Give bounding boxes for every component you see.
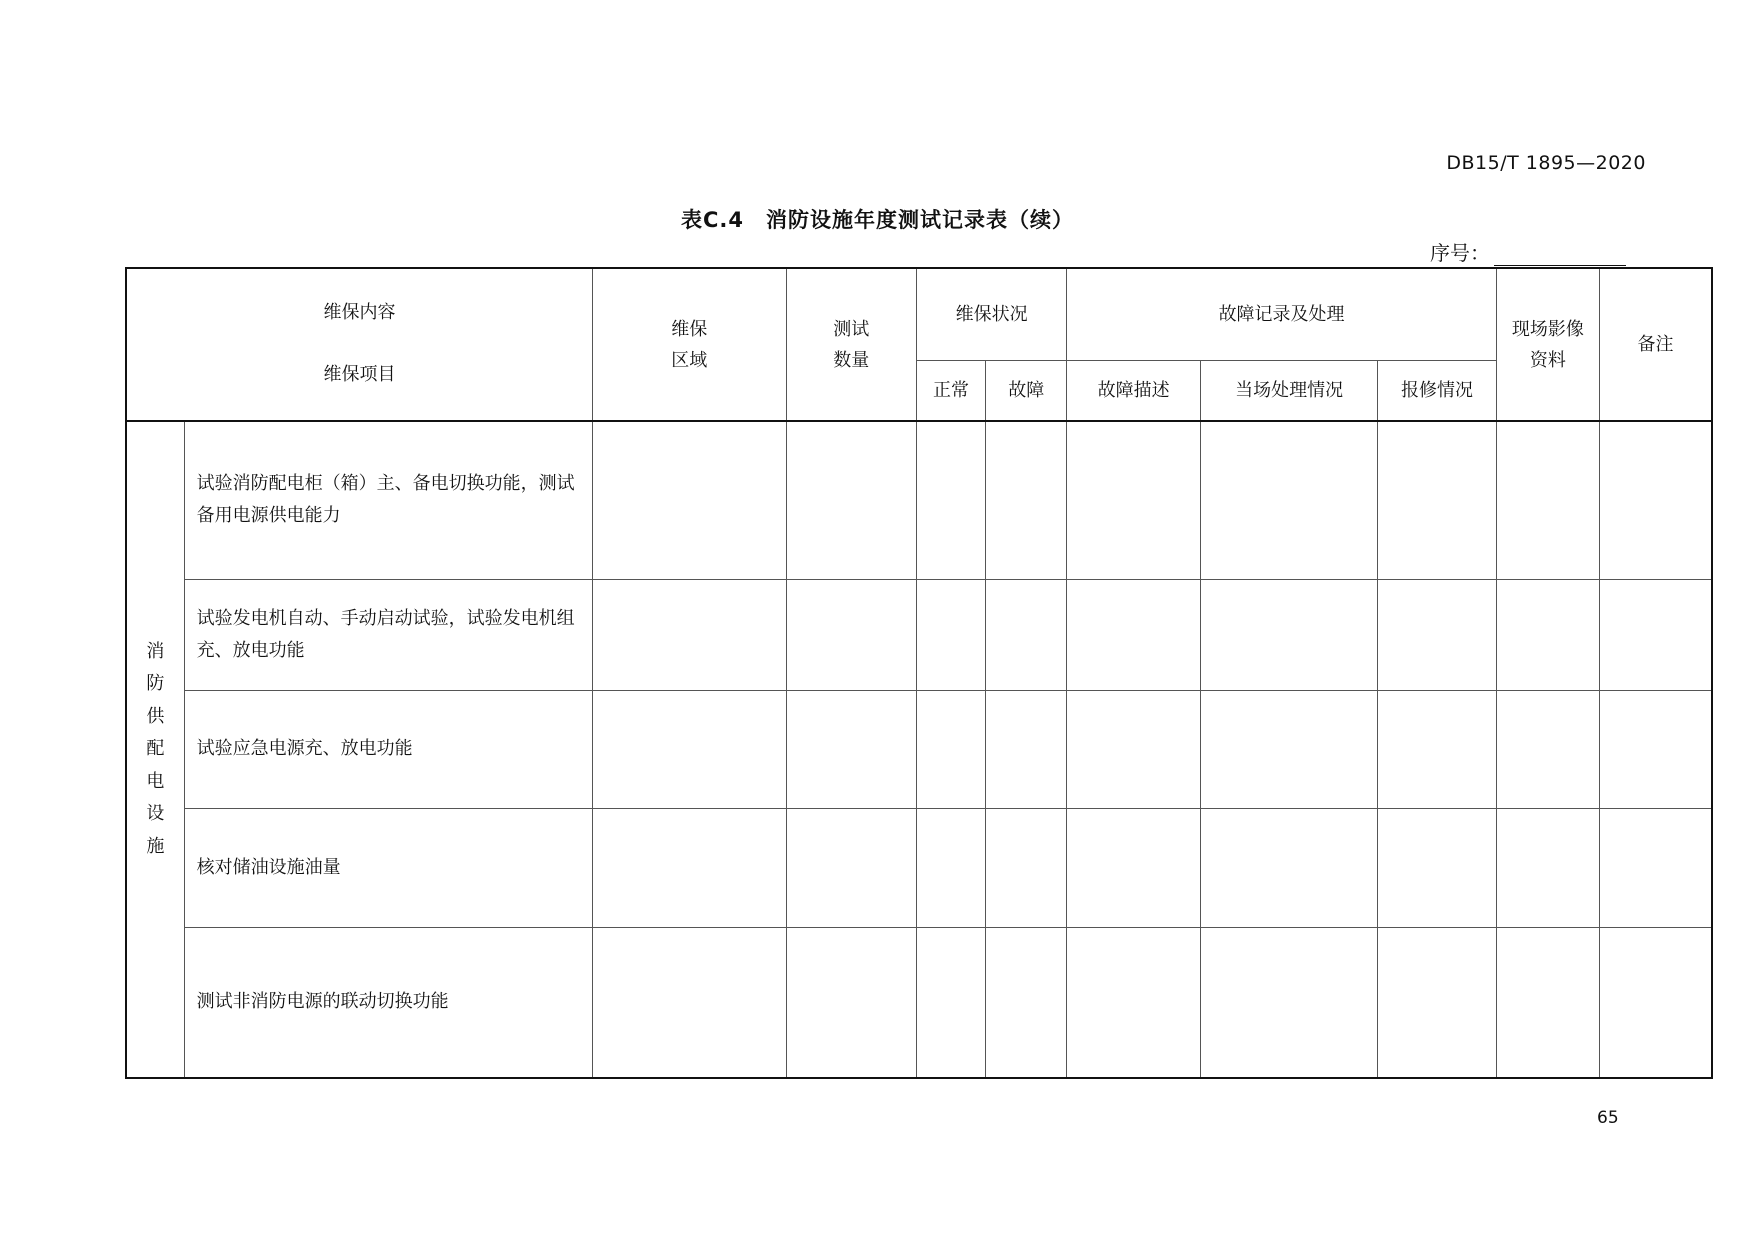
fault-cell[interactable] (986, 421, 1067, 579)
table-row (126, 579, 1712, 690)
item-cell: 核对储油设施油量 (184, 808, 592, 927)
item-cell: 试验发电机自动、手动启动试验，试验发电机组充、放电功能 (184, 579, 592, 690)
media-cell[interactable] (1496, 927, 1599, 1078)
remark-cell[interactable] (1600, 690, 1712, 808)
serial-blank-line[interactable] (1494, 243, 1626, 266)
item-cell: 试验应急电源充、放电功能 (184, 690, 592, 808)
normal-cell[interactable] (916, 808, 985, 927)
fault-desc-cell[interactable] (1067, 808, 1200, 927)
area-cell[interactable] (592, 690, 786, 808)
table-row (126, 808, 1712, 927)
area-cell[interactable] (592, 927, 786, 1078)
repair-cell[interactable] (1378, 579, 1496, 690)
fault-desc-cell[interactable] (1067, 690, 1200, 808)
normal-cell[interactable] (916, 421, 985, 579)
table-row (126, 690, 1712, 808)
media-cell[interactable] (1496, 690, 1599, 808)
media-cell[interactable] (1496, 579, 1599, 690)
quantity-cell[interactable] (786, 690, 916, 808)
onsite-cell[interactable] (1200, 690, 1378, 808)
category-cell: 消 防 供 配 电 设 施 (126, 421, 184, 1078)
fault-desc-cell[interactable] (1067, 579, 1200, 690)
maintenance-record-table (125, 267, 1713, 1079)
repair-cell[interactable] (1378, 421, 1496, 579)
table-caption: 表C.4 消防设施年度测试记录表（续） (681, 208, 1074, 232)
repair-cell[interactable] (1378, 927, 1496, 1078)
normal-cell[interactable] (916, 927, 985, 1078)
header-quantity: 测试 数量 (786, 268, 916, 421)
header-status: 维保状况 (916, 268, 1066, 360)
item-cell: 试验消防配电柜（箱）主、备电切换功能，测试备用电源供电能力 (184, 421, 592, 579)
area-cell[interactable] (592, 808, 786, 927)
header-repair-report: 报修情况 (1378, 360, 1496, 421)
serial-number-field (1430, 237, 1626, 266)
table-row (126, 927, 1712, 1078)
header-onsite-handling: 当场处理情况 (1200, 360, 1378, 421)
repair-cell[interactable] (1378, 808, 1496, 927)
fault-cell[interactable] (986, 927, 1067, 1078)
item-cell: 测试非消防电源的联动切换功能 (184, 927, 592, 1078)
remark-cell[interactable] (1600, 579, 1712, 690)
standard-code: DB15/T 1895—2020 (1446, 152, 1646, 174)
table-row (126, 421, 1712, 579)
header-item-label: 维保项目 (323, 364, 396, 385)
fault-cell[interactable] (986, 690, 1067, 808)
fault-desc-cell[interactable] (1067, 421, 1200, 579)
header-media: 现场影像 资料 (1496, 268, 1599, 421)
header-status-normal: 正常 (916, 360, 985, 421)
media-cell[interactable] (1496, 808, 1599, 927)
quantity-cell[interactable] (786, 421, 916, 579)
header-fault-desc: 故障描述 (1067, 360, 1200, 421)
page-number: 65 (1597, 1108, 1619, 1128)
quantity-cell[interactable] (786, 927, 916, 1078)
header-status-fault: 故障 (986, 360, 1067, 421)
repair-cell[interactable] (1378, 690, 1496, 808)
onsite-cell[interactable] (1200, 927, 1378, 1078)
fault-cell[interactable] (986, 808, 1067, 927)
fault-desc-cell[interactable] (1067, 927, 1200, 1078)
quantity-cell[interactable] (786, 808, 916, 927)
remark-cell[interactable] (1600, 808, 1712, 927)
area-cell[interactable] (592, 421, 786, 579)
onsite-cell[interactable] (1200, 421, 1378, 579)
area-cell[interactable] (592, 579, 786, 690)
media-cell[interactable] (1496, 421, 1599, 579)
serial-label: 序号： (1430, 241, 1490, 265)
header-remark: 备注 (1600, 268, 1712, 421)
normal-cell[interactable] (916, 690, 985, 808)
onsite-cell[interactable] (1200, 808, 1378, 927)
remark-cell[interactable] (1600, 421, 1712, 579)
remark-cell[interactable] (1600, 927, 1712, 1078)
normal-cell[interactable] (916, 579, 985, 690)
header-content-label: 维保内容 (323, 302, 396, 323)
header-content-item (126, 268, 592, 421)
onsite-cell[interactable] (1200, 579, 1378, 690)
header-fault-record: 故障记录及处理 (1067, 268, 1496, 360)
header-area: 维保 区域 (592, 268, 786, 421)
quantity-cell[interactable] (786, 579, 916, 690)
fault-cell[interactable] (986, 579, 1067, 690)
